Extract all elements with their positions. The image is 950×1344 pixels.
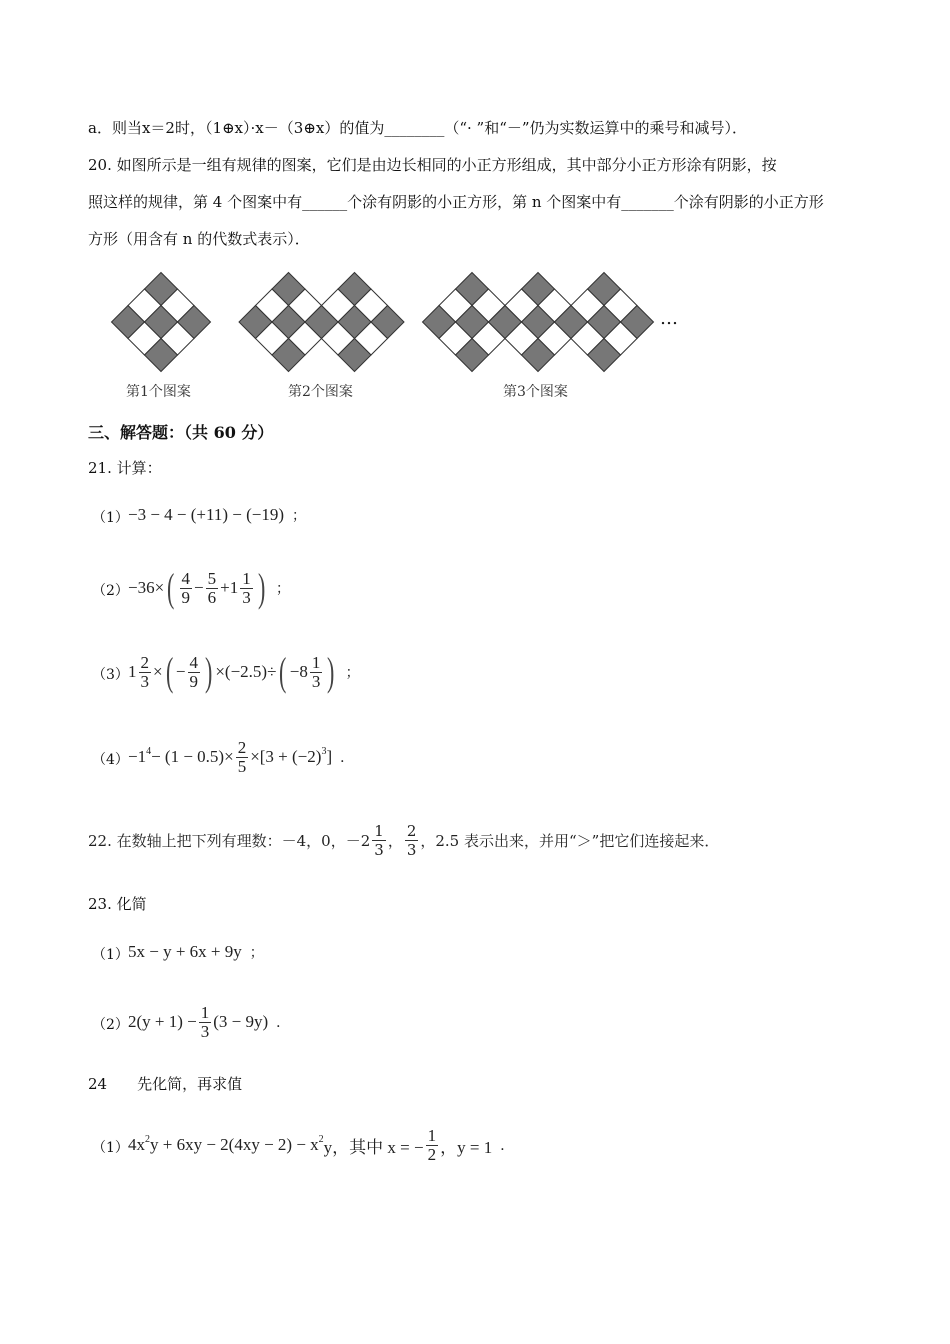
fraction <box>139 654 152 691</box>
q23-item-2-expression <box>128 998 290 1046</box>
item-label: （2） <box>92 1017 129 1033</box>
figure-label-1: 第1个图案 <box>126 384 191 400</box>
math-text: − <box>194 578 204 597</box>
exponent: 4 <box>146 745 152 757</box>
item-punctuation: ． <box>276 1016 291 1031</box>
bracket: ( <box>165 649 173 694</box>
math-text: (3 − 9y) <box>213 1012 269 1031</box>
math-text: 1 <box>128 662 137 681</box>
fraction <box>199 1004 212 1041</box>
math-text: y，其中 x = − <box>323 1137 424 1157</box>
math-text: × <box>153 662 163 681</box>
bracket: ( <box>279 649 287 694</box>
q21-item-2-expression <box>128 564 290 612</box>
math-text: −8 <box>289 662 308 681</box>
numerator: 1 <box>427 1125 437 1145</box>
q21-item-1-expression <box>128 491 306 539</box>
math-text: 4x <box>128 1135 145 1154</box>
item-label: （2） <box>92 583 129 599</box>
math-text: −1 <box>128 747 147 766</box>
item-label: （3） <box>92 667 129 683</box>
numerator: 1 <box>200 1002 210 1022</box>
fraction <box>240 570 253 607</box>
figure-label-2: 第2个图案 <box>288 384 353 400</box>
math-text: 22. 在数轴上把下列有理数：－4，0，－2 <box>88 832 371 850</box>
denominator: 9 <box>189 671 199 691</box>
numerator: 4 <box>189 652 199 672</box>
math-text: ×[3 + (−2) <box>250 747 322 766</box>
q20-line-2: 照这样的规律，第 4 个图案中有______个涂有阴影的小正方形，第 n 个图案中有_______个涂有阴影的小正方形 <box>88 193 824 211</box>
q23-item-1-expression <box>128 928 264 976</box>
bracket: ) <box>327 649 335 694</box>
numerator: 2 <box>406 822 417 840</box>
q19-tail: a．则当x＝2时，（1⊕x）·x－（3⊕x）的值为________（“· ”和“－”仍为实数运算中的乘号和减号）． <box>88 119 748 137</box>
math-text: −3 − 4 − (+11) − (−19) <box>128 505 285 524</box>
math-text: − <box>175 662 186 681</box>
fraction <box>180 570 193 607</box>
math-text: ，y = 1 <box>440 1137 493 1157</box>
q21-item-4-expression <box>128 733 354 781</box>
exponent: 2 <box>145 1133 150 1145</box>
denominator: 3 <box>200 1021 210 1041</box>
numerator: 2 <box>140 652 149 672</box>
bracket: ) <box>257 565 266 610</box>
math-text: −36× <box>128 578 165 597</box>
q22-text <box>88 822 719 859</box>
math-text: ×(−2.5)÷ <box>215 662 277 681</box>
numerator: 4 <box>181 568 191 588</box>
math-text: ， <box>387 832 403 850</box>
denominator: 6 <box>207 587 217 607</box>
fraction <box>405 822 419 859</box>
fraction <box>236 739 249 776</box>
q21-title: 21. 计算： <box>88 459 162 477</box>
q24-title: 24 先化简，再求值 <box>88 1075 243 1093</box>
item-punctuation: ． <box>500 1139 515 1154</box>
math-text: ] <box>326 747 333 766</box>
bracket: ) <box>205 649 213 694</box>
item-punctuation: ； <box>345 666 360 681</box>
q21-item-3-expression <box>128 648 360 696</box>
math-text: y + 6xy − 2(4xy − 2) − x <box>150 1135 319 1154</box>
fraction <box>372 822 386 859</box>
item-label: （4） <box>92 752 129 768</box>
fraction <box>206 570 219 607</box>
denominator: 3 <box>242 587 251 607</box>
item-punctuation: ； <box>292 509 307 524</box>
q20-line-3: 方形（用含有 n 的代数式表示）． <box>88 230 310 248</box>
item-label: （1） <box>92 1140 129 1156</box>
item-punctuation: ； <box>276 582 291 597</box>
q24-item-1-expression <box>128 1121 514 1169</box>
denominator: 5 <box>237 756 247 776</box>
math-text: 5x − y + 6x + 9y <box>128 942 242 961</box>
math-text: +1 <box>220 578 239 597</box>
math-text: − (1 − 0.5)× <box>151 747 234 766</box>
math-text: ，2.5 表示出来，并用“＞”把它们连接起来． <box>420 832 720 850</box>
math-text: 2(y + 1) − <box>128 1012 197 1031</box>
denominator: 3 <box>406 841 417 859</box>
numerator: 5 <box>207 568 217 588</box>
denominator: 3 <box>374 841 384 859</box>
denominator: 9 <box>181 587 191 607</box>
item-label: （1） <box>92 947 129 963</box>
denominator: 2 <box>427 1144 437 1164</box>
bracket: ( <box>167 565 175 610</box>
figure-label-3: 第3个图案 <box>503 384 568 400</box>
numerator: 1 <box>242 568 251 588</box>
fraction <box>426 1127 439 1164</box>
item-punctuation: ； <box>249 946 264 961</box>
exponent: 3 <box>321 745 327 757</box>
q23-title: 23. 化简 <box>88 895 147 913</box>
figure-ellipsis: … <box>660 308 678 329</box>
item-label: （1） <box>92 510 129 526</box>
numerator: 1 <box>374 822 384 840</box>
denominator: 3 <box>140 671 149 691</box>
fraction <box>310 654 323 691</box>
numerator: 1 <box>311 652 321 672</box>
denominator: 3 <box>311 671 321 691</box>
numerator: 2 <box>237 737 247 757</box>
section-heading: 三、解答题：（共 60 分） <box>88 423 274 442</box>
fraction <box>188 654 201 691</box>
item-punctuation: ． <box>340 751 355 766</box>
exponent: 2 <box>318 1133 324 1145</box>
q20-line-1: 20. 如图所示是一组有规律的图案，它们是由边长相同的小正方形组成，其中部分小正方形涂有阴影，按 <box>88 156 777 174</box>
pattern-figure <box>0 265 950 385</box>
